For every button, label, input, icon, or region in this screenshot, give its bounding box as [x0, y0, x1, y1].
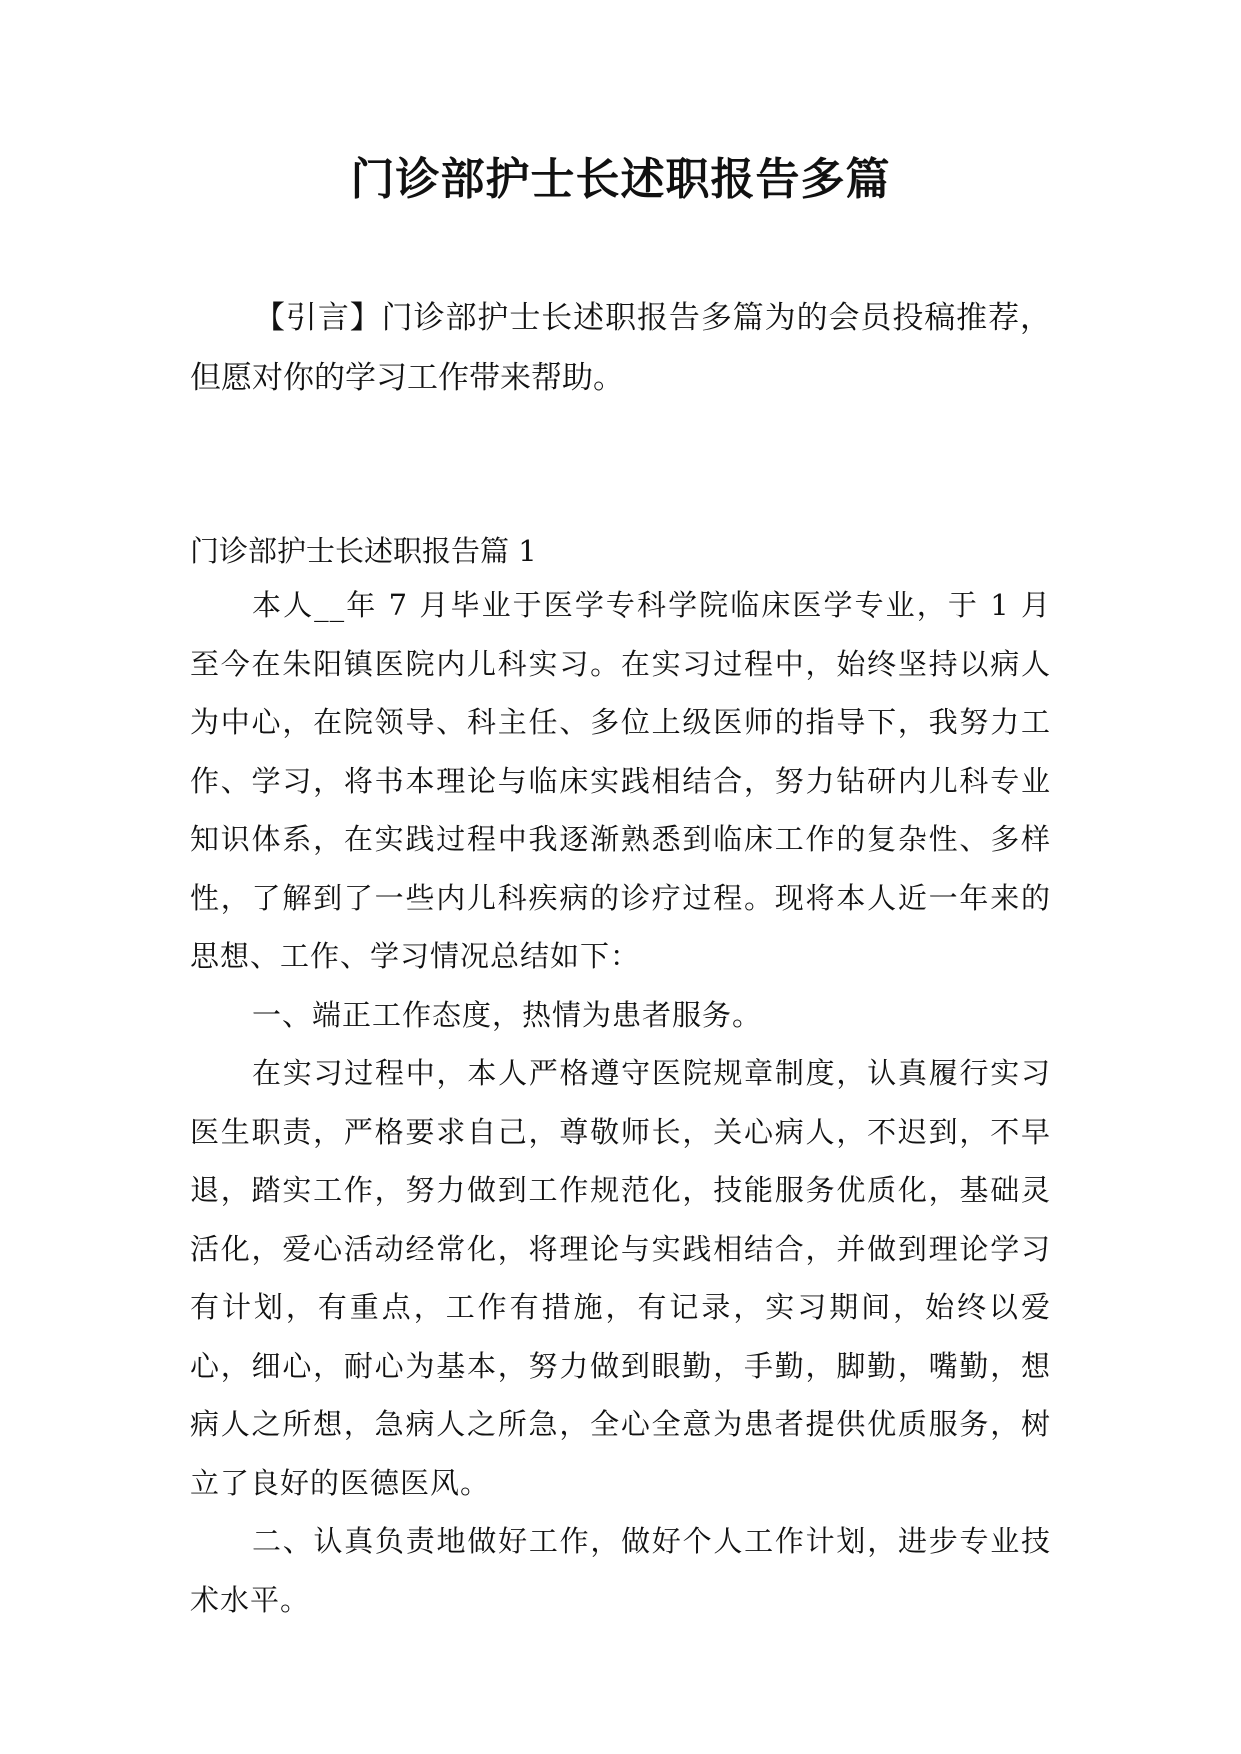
body-paragraph: 本人__年 7 月毕业于医学专科学院临床医学专业，于 1 月至今在朱阳镇医院内儿科实习。在实习过程中，始终坚持以病人为中心，在院领导、科主任、多位上级医师的指导下，我努力工作、学习，将书本理论与临床实践相结合，努力钻研内儿科专业知识体系，在实践过程中我逐渐熟悉到临床工作的复杂性、多样性，了解到了一些内儿科疾病的诊疗过程。现将本人近一年来的思想、工作、学习情况总结如下：: [190, 588, 1051, 973]
body-text: [190, 576, 1051, 1629]
document-content: [190, 288, 1051, 1629]
section-title: 门诊部护士长述职报告篇 1: [190, 534, 537, 568]
document-title: 门诊部护士长述职报告多篇: [350, 154, 891, 205]
body-paragraph: 一、端正工作态度，热情为患者服务。: [252, 997, 763, 1032]
body-paragraph: 二、认真负责地做好工作，做好个人工作计划，进步专业技术水平。: [190, 1524, 1051, 1617]
intro-paragraph: 【引言】门诊部护士长述职报告多篇为的会员投稿推荐，但愿对你的学习工作带来帮助。: [190, 300, 1051, 396]
body-paragraph: 在实习过程中，本人严格遵守医院规章制度，认真履行实习医生职责，严格要求自己，尊敬师长，关心病人，不迟到，不早退，踏实工作，努力做到工作规范化，技能服务优质化，基础灵活化，爱心活动经常化，将理论与实践相结合，并做到理论学习有计划，有重点，工作有措施，有记录，实习期间，始终以爱心，细心，耐心为基本，努力做到眼勤，手勤，脚勤，嘴勤，想病人之所想，急病人之所急，全心全意为患者提供优质服务，树立了良好的医德医风。: [190, 1056, 1051, 1500]
